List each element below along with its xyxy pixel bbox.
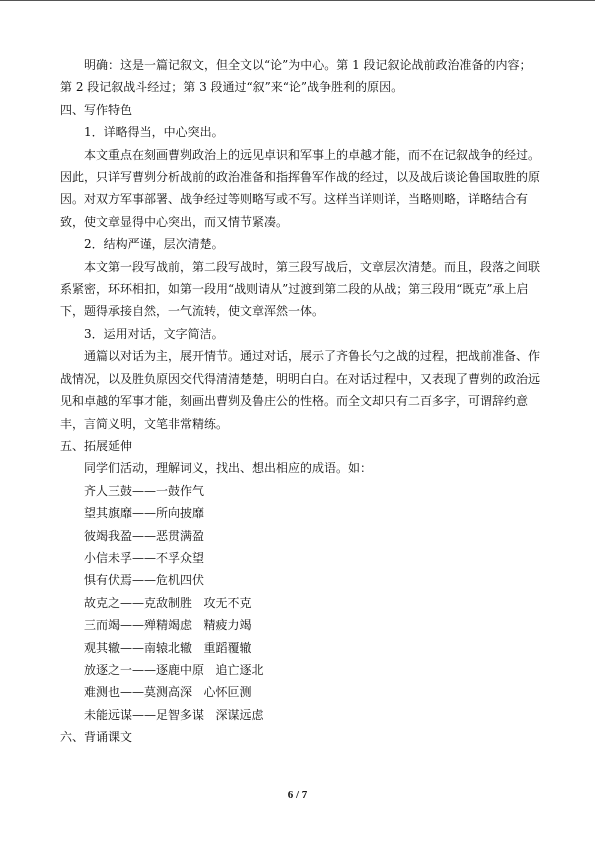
paragraph: 本文重点在刻画曹刿政治上的远见卓识和军事上的卓越才能，而不在记叙战争的经过。因此，只详写曹刿分析战前的政治准备和指挥鲁军作战的经过，以及战后谈论鲁国取胜的原因。对双方军事部署、战争经过等则略写或不写。这样当详则详，当略则略，详略结合有致，使文章显得中心突出，而又情节紧凑。 [60,147,541,229]
document-body [60,54,542,749]
section-heading: 六、背诵课文 [60,730,133,745]
paragraph: 通篇以对话为主，展开情节。通过对话，展示了齐鲁长勺之战的过程，把战前准备、作战情况，以及胜负原因交代得清清楚楚，明明白白。在对话过程中，又表现了曹刿的政治远见和卓越的军事才能，刻画出曹刿及鲁庄公的性格。而全文却只有二百多字，可谓辞约意丰，言简义明，文笔非常精练。 [60,349,541,431]
paragraph: 本文第一段写战前，第二段写战时，第三段写战后，文章层次清楚。而且，段落之间联系紧密，环环相扣，如第一段用“战则请从”过渡到第二段的从战；第三段用“既克”承上启下，题得承接自然，一气流转，使文章浑然一体。 [60,259,541,319]
idiom-item: 观其辙——南辕北辙 重蹈覆辙 [84,640,252,655]
idiom-item: 未能远谋——足智多谋 深谋远虑 [84,707,264,722]
paragraph: 3．运用对话，文字简洁。 [84,326,224,341]
paragraph: 1．详略得当，中心突出。 [84,125,224,140]
top-border-line [0,0,595,1]
idiom-item: 惧有伏焉——危机四伏 [84,573,205,588]
paragraph: 同学们活动，理解词义，找出、想出相应的成语。如： [84,461,373,476]
idiom-item: 放逐之一——逐鹿中原 追亡逐北 [84,662,264,677]
idiom-item: 小信未孚——不孚众望 [84,550,205,565]
section-heading: 五、拓展延伸 [60,438,133,453]
idiom-item: 彼竭我盈——恶贯满盈 [84,528,205,543]
paragraph: 明确：这是一篇记叙文，但全文以“论”为中心。第 1 段记叙论战前政治准备的内容；第 2 段记叙战斗经过；第 3 段通过“叙”来“论”战争胜利的原因。 [60,58,532,95]
page-number: 6 / 7 [287,789,308,801]
paragraph: 2．结构严谨，层次清楚。 [84,237,224,252]
idiom-item: 故克之——克敌制胜 攻无不克 [84,595,252,610]
section-heading: 四、写作特色 [60,102,133,117]
idiom-item: 三而竭——殚精竭虑 精疲力竭 [84,618,252,633]
idiom-item: 齐人三鼓——一鼓作气 [84,483,205,498]
idiom-item: 难测也——莫测高深 心怀叵测 [84,685,252,700]
idiom-item: 望其旗靡——所向披靡 [84,506,205,521]
